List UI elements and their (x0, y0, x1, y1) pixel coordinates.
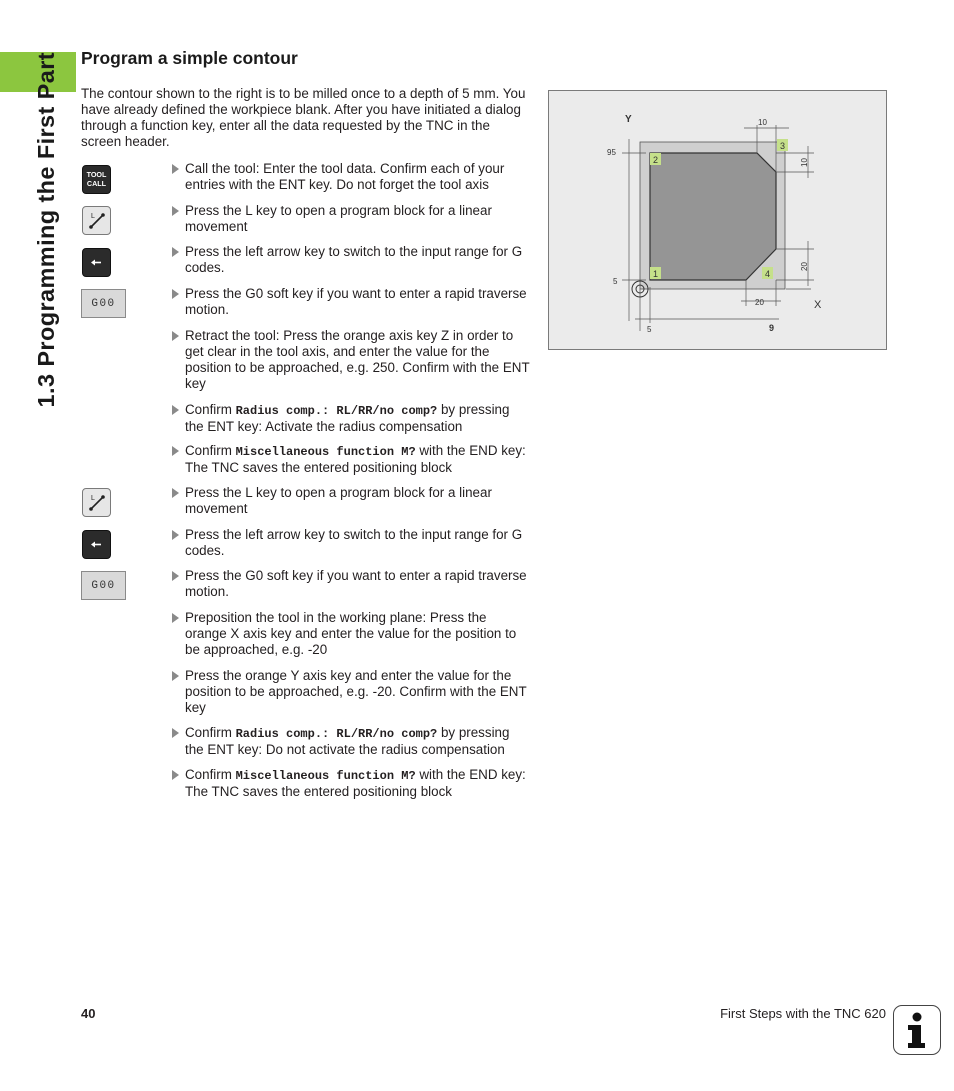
contour-drawing (549, 91, 886, 349)
bullet-triangle-icon (172, 331, 179, 341)
dialog-prompt-code: Radius comp.: RL/RR/no comp? (235, 727, 438, 741)
point-4-label: 4 (765, 269, 771, 279)
bullet-triangle-icon (172, 164, 179, 174)
axis-x-label: X (814, 299, 822, 311)
info-icon (893, 1005, 941, 1055)
step-text-before: Confirm (185, 725, 236, 740)
dialog-prompt-code: Radius comp.: RL/RR/no comp? (235, 404, 438, 418)
dim-5-x-label: 5 (647, 325, 652, 334)
linear-line-icon (83, 489, 110, 516)
step-text: Retract the tool: Press the orange axis key Z in order to get clear in the tool axis, and enter the value for the position to be approached, e.g. 250. Confirm with the ENT key (185, 328, 530, 391)
dialog-prompt-code: Miscellaneous function M? (235, 769, 416, 783)
dim-9-label: 9 (769, 323, 775, 333)
bullet-triangle-icon (172, 289, 179, 299)
tool-call-key-line2: CALL (86, 179, 107, 188)
step-item (172, 286, 530, 318)
intro-paragraph: The contour shown to the right is to be milled once to a depth of 5 mm. You have already defined the workpiece blank. After you have initiated a dialog through a function key, enter all the data requested by the TNC in the screen header. (81, 86, 526, 149)
step-text-after: by pressing the ENT key: Activate the radius compensation (185, 402, 510, 434)
chapter-side-title-text: 1.3 Programming the First Part (33, 52, 59, 408)
tool-call-key (82, 165, 111, 194)
step-item (172, 244, 530, 276)
dim-10-top-label: 10 (758, 118, 767, 127)
dim-5-y-label: 5 (613, 277, 618, 286)
contour-shape (650, 153, 776, 280)
step-text: Call the tool: Enter the tool data. Confirm each of your entries with the ENT key. Do not forget the tool axis (185, 161, 505, 192)
bullet-triangle-icon (172, 488, 179, 498)
dim-10-right-label: 10 (800, 158, 809, 167)
linear-l-key (82, 206, 111, 235)
step-item (172, 485, 530, 517)
chapter-side-title (26, 52, 66, 422)
step-item (172, 725, 530, 758)
step-text: Press the left arrow key to switch to the input range for G codes. (185, 527, 523, 558)
linear-line-icon (83, 207, 110, 234)
step-item (172, 610, 530, 658)
left-arrow-key (82, 530, 111, 559)
step-text: Press the G0 soft key if you want to enter a rapid traverse motion. (185, 568, 527, 599)
linear-l-key (82, 488, 111, 517)
contour-figure (548, 90, 887, 350)
step-text-before: Confirm (185, 402, 236, 417)
book-title: First Steps with the TNC 620 (720, 1006, 886, 1021)
step-text: Press the L key to open a program block for a linear movement (185, 485, 492, 516)
bullet-triangle-icon (172, 671, 179, 681)
section-title: Program a simple contour (81, 48, 298, 68)
step-text (172, 443, 530, 476)
svg-text:L: L (91, 213, 95, 220)
step-item (172, 328, 530, 392)
bullet-triangle-icon (172, 571, 179, 581)
step-text (172, 725, 530, 758)
step-text-after: with the END key: The TNC saves the entered positioning block (185, 443, 526, 475)
page-number: 40 (81, 1006, 96, 1021)
step-text: Press the G0 soft key if you want to enter a rapid traverse motion. (185, 286, 527, 317)
step-text: Press the orange Y axis key and enter the value for the position to be approached, e.g. -20. Confirm with the ENT key (185, 668, 527, 715)
bullet-triangle-icon (172, 770, 179, 780)
g00-softkey: G00 (81, 571, 126, 600)
point-3-label: 3 (780, 141, 786, 151)
svg-text:L: L (91, 495, 95, 502)
dim-20-bottom-label: 20 (755, 298, 764, 307)
step-text (172, 767, 530, 800)
step-item (172, 668, 530, 716)
step-text-before: Confirm (185, 443, 236, 458)
step-item (172, 203, 530, 235)
step-text: Press the left arrow key to switch to the input range for G codes. (185, 244, 523, 275)
bullet-triangle-icon (172, 247, 179, 257)
point-1-label: 1 (653, 269, 659, 279)
step-text-after: by pressing the ENT key: Do not activate the radius compensation (185, 725, 510, 757)
dim-20-right-label: 20 (800, 262, 809, 271)
g00-softkey: G00 (81, 289, 126, 318)
bullet-triangle-icon (172, 405, 179, 415)
step-text: Preposition the tool in the working plane: Press the orange X axis key and enter the value for the position to be approached, e.g. -20 (185, 610, 517, 657)
bullet-triangle-icon (172, 206, 179, 216)
dialog-prompt-code: Miscellaneous function M? (235, 445, 416, 459)
step-item (172, 443, 530, 476)
tool-call-key-line1: TOOL (86, 170, 107, 179)
step-text-before: Confirm (185, 767, 236, 782)
axis-y-label: Y (625, 114, 632, 125)
step-item (172, 402, 530, 435)
left-arrow-key (82, 248, 111, 277)
step-item (172, 161, 530, 193)
dim-95-label: 95 (607, 148, 616, 157)
info-glyph (894, 1006, 939, 1053)
step-text: Press the L key to open a program block for a linear movement (185, 203, 492, 234)
bullet-triangle-icon (172, 728, 179, 738)
step-text (172, 402, 530, 435)
step-item (172, 767, 530, 800)
bullet-triangle-icon (172, 446, 179, 456)
step-text-after: with the END key: The TNC saves the entered positioning block (185, 767, 526, 799)
left-arrow-icon (83, 531, 110, 558)
left-arrow-icon (83, 249, 110, 276)
step-item (172, 568, 530, 600)
step-item (172, 527, 530, 559)
bullet-triangle-icon (172, 613, 179, 623)
point-2-label: 2 (653, 155, 659, 165)
bullet-triangle-icon (172, 530, 179, 540)
